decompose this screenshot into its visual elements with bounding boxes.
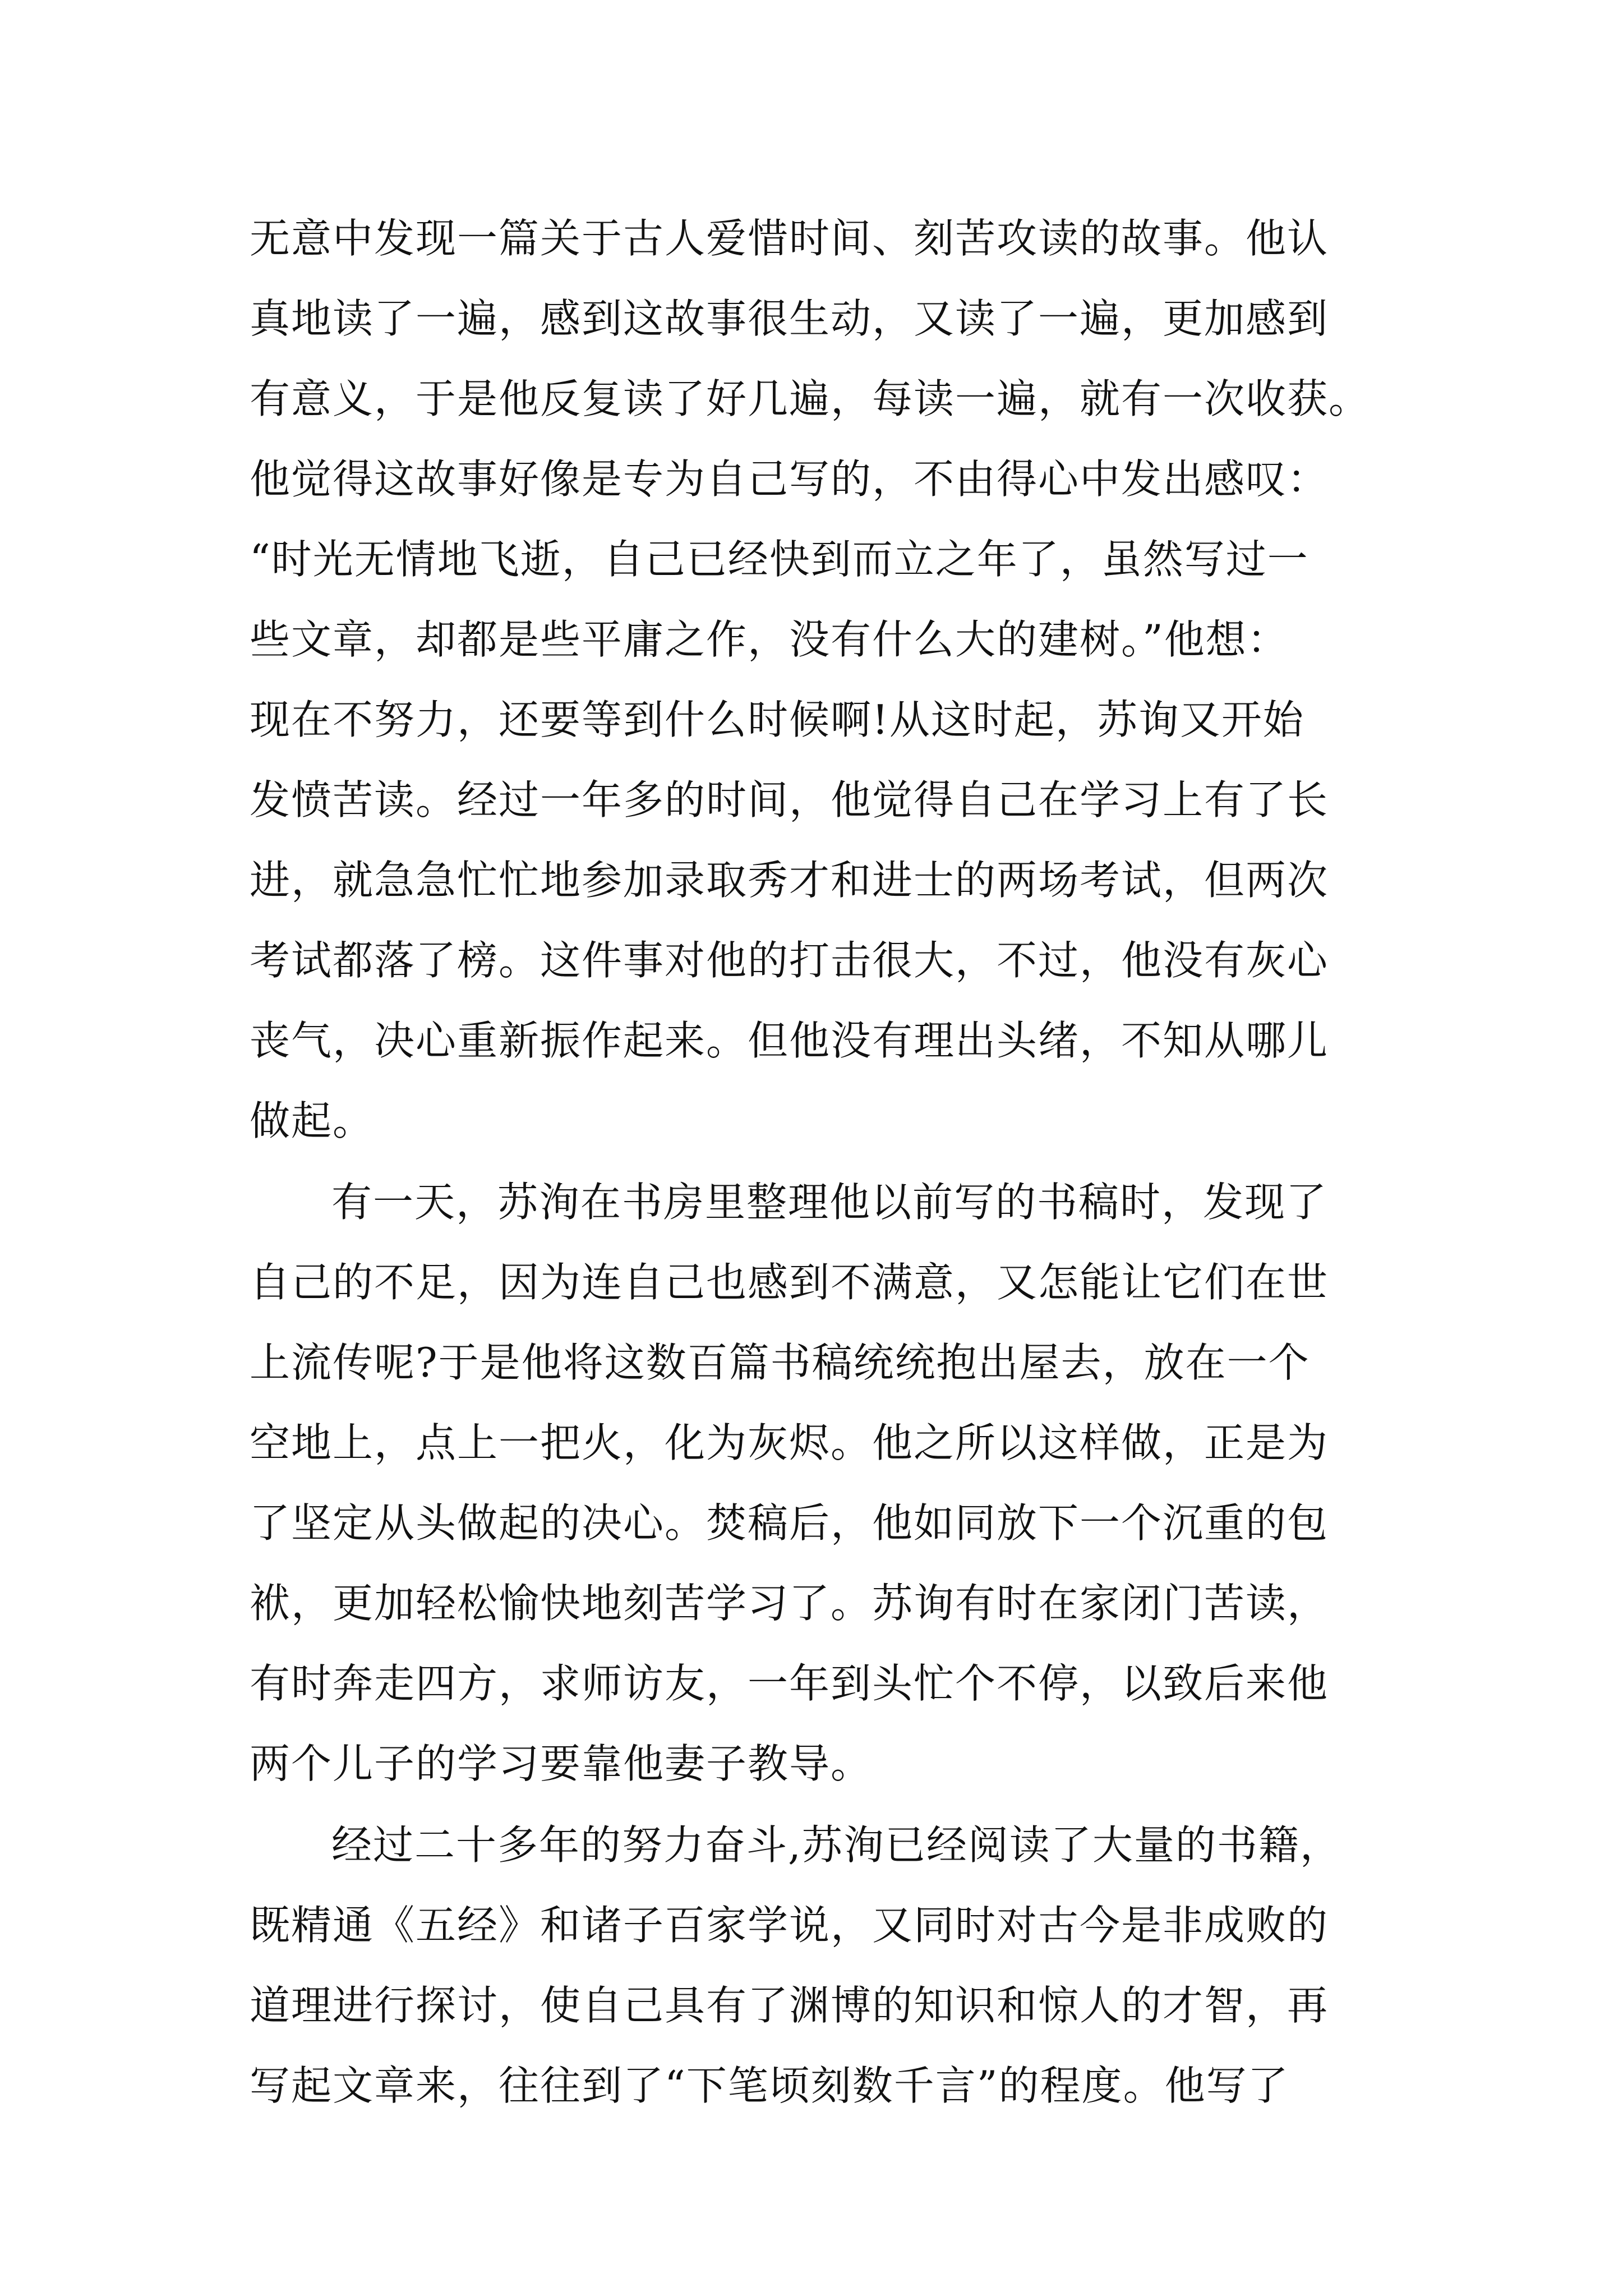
text-line: 丧气，决心重新振作起来。但他没有理出头绪，不知从哪儿 [250, 1017, 1329, 1064]
text-line: 空地上，点上一把火，化为灰烬。他之所以这样做，正是为 [250, 1419, 1329, 1466]
text-line: 上流传呢?于是他将这数百篇书稿统统抱出屋去，放在一个 [250, 1339, 1310, 1386]
text-line: 有时奔走四方，求师访友，一年到头忙个不停，以致后来他 [250, 1660, 1329, 1707]
text-line: 两个儿子的学习要靠他妻子教导。 [250, 1740, 873, 1787]
text-line: 无意中发现一篇关于古人爱惜时间、刻苦攻读的故事。他认 [250, 215, 1329, 262]
text-line: 进，就急急忙忙地参加录取秀才和进士的两场考试，但两次 [250, 857, 1329, 904]
text-line: 经过二十多年的努力奋斗,苏洵已经阅读了大量的书籍， [331, 1821, 1341, 1869]
text-line: 既精通《五经》和诸子百家学说，又同时对古今是非成败的 [250, 1902, 1329, 1949]
text-line: 有意义，于是他反复读了好几遍，每读一遍，就有一次收获。 [250, 375, 1371, 422]
text-line: 写起文章来，往往到了“下笔顷刻数千言”的程度。他写了 [250, 2062, 1289, 2109]
text-line: 有一天，苏洵在书房里整理他以前写的书稿时，发现了 [331, 1179, 1328, 1226]
text-line: 做起。 [250, 1097, 375, 1144]
text-line: 发愤苦读。经过一年多的时间，他觉得自己在学习上有了长 [250, 776, 1329, 823]
text-line: 了坚定从头做起的决心。焚稿后，他如同放下一个沉重的包 [250, 1499, 1329, 1547]
text-line: 道理进行探讨，使自己具有了渊博的知识和惊人的才智，再 [250, 1982, 1329, 2029]
text-line: 些文章，却都是些平庸之作，没有什么大的建树。”他想： [250, 616, 1289, 663]
text-line: 他觉得这故事好像是专为自己写的，不由得心中发出感叹： [250, 455, 1329, 503]
text-line: 现在不努力，还要等到什么时候啊!从这时起，苏询又开始 [250, 696, 1304, 743]
text-line: 自己的不足，因为连自己也感到不满意，又怎能让它们在世 [250, 1259, 1329, 1306]
text-line: 考试都落了榜。这件事对他的打击很大，不过，他没有灰心 [250, 937, 1329, 984]
text-line: “时光无情地飞逝，自己已经快到而立之年了，虽然写过一 [250, 536, 1309, 583]
text-line: 真地读了一遍，感到这故事很生动，又读了一遍，更加感到 [250, 295, 1329, 342]
text-line: 袱，更加轻松愉快地刻苦学习了。苏询有时在家闭门苦读， [250, 1580, 1329, 1627]
